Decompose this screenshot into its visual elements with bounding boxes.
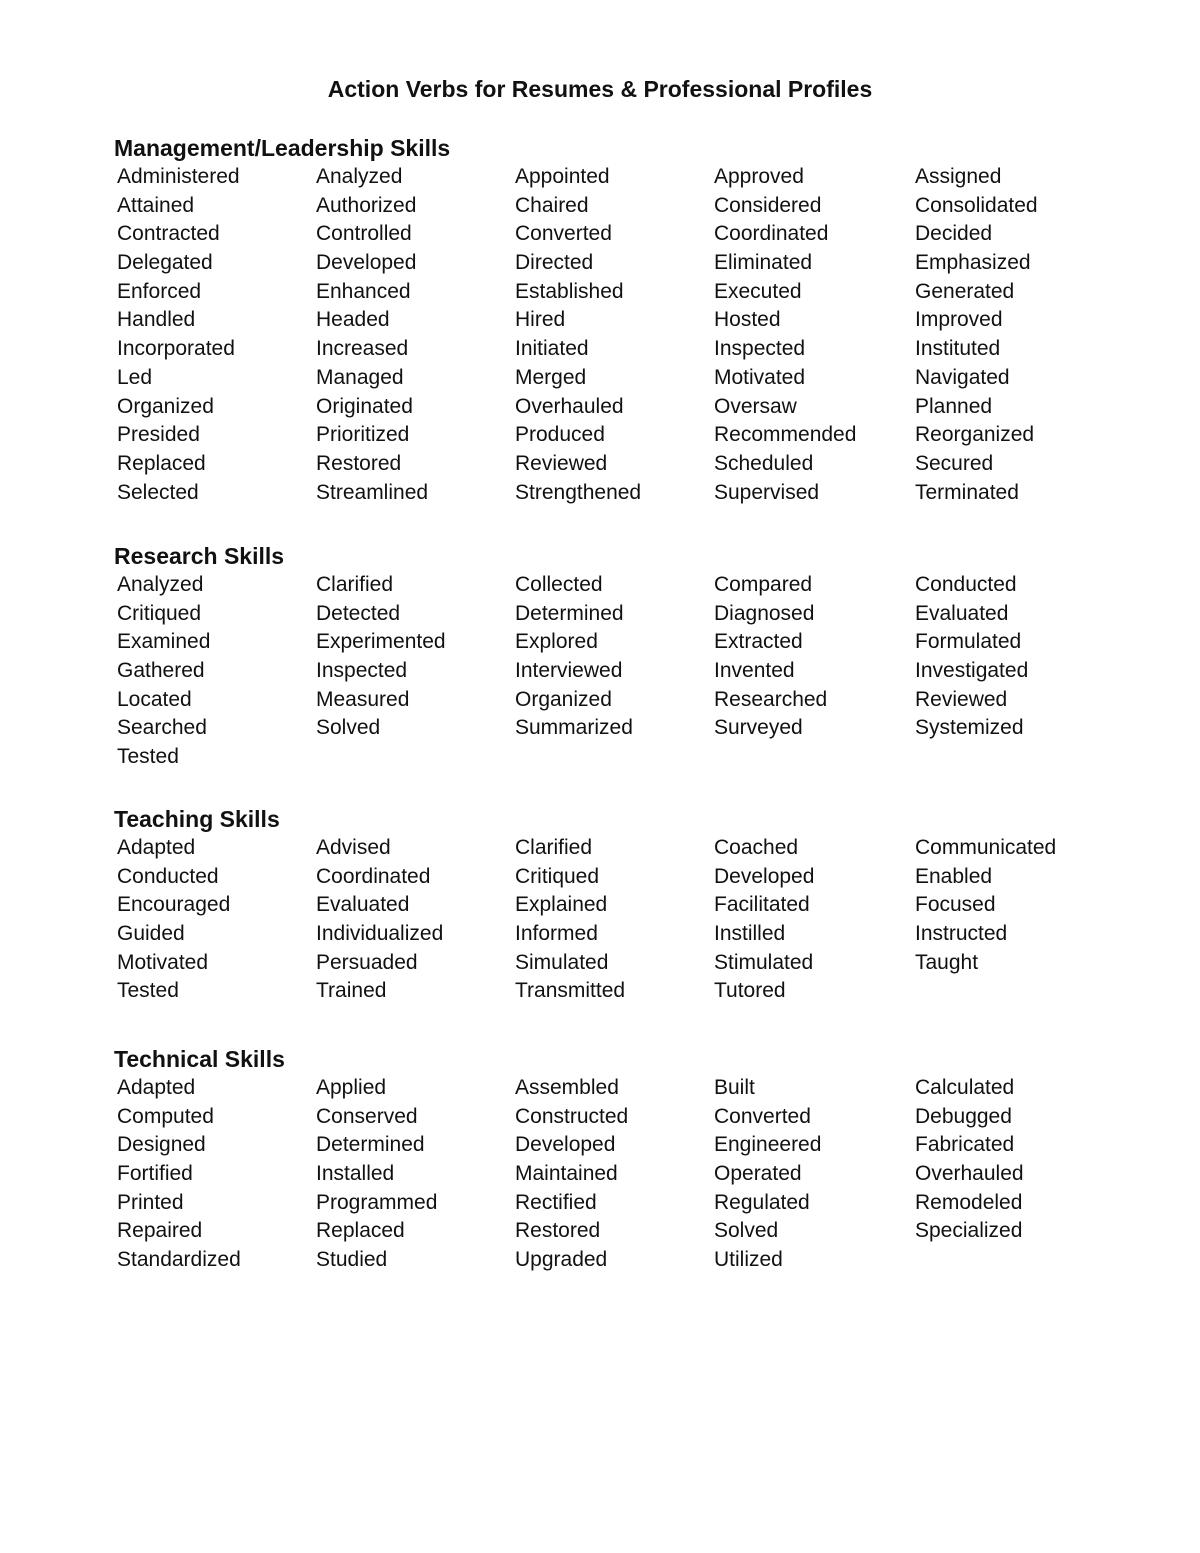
action-verb: Debugged bbox=[915, 1104, 1012, 1128]
action-verb: Initiated bbox=[515, 337, 589, 361]
action-verb: Regulated bbox=[714, 1190, 810, 1214]
action-verb: Printed bbox=[117, 1190, 184, 1214]
action-verb: Reviewed bbox=[515, 451, 608, 475]
document-title: Action Verbs for Resumes & Professional Profiles bbox=[327, 76, 873, 102]
section-heading: Teaching Skills bbox=[114, 806, 280, 832]
action-verb: Established bbox=[515, 279, 624, 303]
action-verb: Invented bbox=[714, 659, 795, 683]
action-verb: Consolidated bbox=[915, 193, 1038, 217]
verb-grid bbox=[117, 1074, 1114, 1275]
action-verb: Computed bbox=[117, 1104, 214, 1128]
action-verb: Informed bbox=[515, 922, 598, 946]
action-verb: Administered bbox=[117, 165, 240, 188]
action-verb: Headed bbox=[316, 308, 390, 332]
action-verb: Simulated bbox=[515, 950, 609, 974]
action-verb: Hired bbox=[515, 308, 566, 332]
action-verb: Assembled bbox=[515, 1076, 619, 1099]
action-verb: Prioritized bbox=[316, 423, 410, 447]
action-verb: Generated bbox=[915, 279, 1015, 303]
section-research bbox=[114, 541, 1114, 772]
action-verb: Handled bbox=[117, 308, 196, 332]
action-verb: Merged bbox=[515, 365, 587, 389]
action-verb: Evaluated bbox=[316, 893, 410, 917]
action-verb: Encouraged bbox=[117, 893, 231, 917]
action-verb: Recommended bbox=[714, 423, 857, 447]
action-verb: Investigated bbox=[915, 659, 1029, 683]
action-verb: Instituted bbox=[915, 337, 1001, 361]
action-verb: Led bbox=[117, 365, 153, 389]
section-heading: Technical Skills bbox=[114, 1046, 285, 1072]
action-verb: Decided bbox=[915, 222, 993, 246]
action-verb: Guided bbox=[117, 922, 185, 946]
action-verb: Directed bbox=[515, 251, 594, 275]
action-verb: Fortified bbox=[117, 1162, 193, 1186]
action-verb: Installed bbox=[316, 1162, 395, 1186]
action-verb: Reviewed bbox=[915, 687, 1008, 711]
action-verb: Authorized bbox=[316, 193, 417, 217]
action-verb: Extracted bbox=[714, 630, 803, 654]
action-verb: Produced bbox=[515, 423, 605, 447]
action-verb: Supervised bbox=[714, 480, 820, 504]
action-verb: Improved bbox=[915, 308, 1003, 332]
action-verb: Terminated bbox=[915, 480, 1019, 504]
action-verb: Determined bbox=[515, 601, 624, 625]
action-verb: Appointed bbox=[515, 165, 610, 188]
section-technical bbox=[114, 1044, 1114, 1275]
action-verb: Stimulated bbox=[714, 950, 814, 974]
action-verb: Operated bbox=[714, 1162, 802, 1186]
action-verb: Adapted bbox=[117, 1076, 196, 1099]
action-verb: Enforced bbox=[117, 279, 202, 303]
action-verb: Upgraded bbox=[515, 1248, 608, 1272]
action-verb: Critiqued bbox=[117, 601, 202, 625]
action-verb: Examined bbox=[117, 630, 211, 654]
action-verb: Experimented bbox=[316, 630, 446, 654]
action-verb: Considered bbox=[714, 193, 822, 217]
action-verb: Facilitated bbox=[714, 893, 810, 917]
action-verb: Critiqued bbox=[515, 864, 600, 888]
action-verb: Developed bbox=[714, 864, 815, 888]
action-verb: Built bbox=[714, 1076, 755, 1099]
action-verb: Scheduled bbox=[714, 451, 814, 475]
action-verb: Conserved bbox=[316, 1104, 418, 1128]
action-verb: Formulated bbox=[915, 630, 1022, 654]
action-verb: Diagnosed bbox=[714, 601, 815, 625]
action-verb: Chaired bbox=[515, 193, 589, 217]
action-verb: Taught bbox=[915, 950, 979, 974]
action-verb: Conducted bbox=[117, 864, 219, 888]
action-verb: Tested bbox=[117, 979, 179, 1003]
action-verb: Solved bbox=[714, 1219, 779, 1243]
action-verb: Controlled bbox=[316, 222, 412, 246]
action-verb: Executed bbox=[714, 279, 802, 303]
action-verb: Collected bbox=[515, 573, 603, 596]
action-verb: Searched bbox=[117, 716, 207, 740]
action-verb: Enabled bbox=[915, 864, 993, 888]
verb-grid bbox=[117, 571, 1114, 772]
action-verb: Selected bbox=[117, 480, 199, 504]
action-verb: Restored bbox=[316, 451, 402, 475]
action-verb: Strengthened bbox=[515, 480, 642, 504]
action-verb: Utilized bbox=[714, 1248, 783, 1272]
action-verb: Replaced bbox=[117, 451, 206, 475]
action-verb: Gathered bbox=[117, 659, 205, 683]
section-management-leadership bbox=[114, 133, 1114, 507]
action-verb: Individualized bbox=[316, 922, 444, 946]
action-verb: Focused bbox=[915, 893, 996, 917]
action-verb: Assigned bbox=[915, 165, 1002, 188]
action-verb: Researched bbox=[714, 687, 828, 711]
action-verb: Clarified bbox=[515, 836, 593, 859]
action-verb: Instructed bbox=[915, 922, 1008, 946]
action-verb: Standardized bbox=[117, 1248, 241, 1272]
action-verb: Planned bbox=[915, 394, 993, 418]
action-verb: Fabricated bbox=[915, 1133, 1015, 1157]
action-verb: Engineered bbox=[714, 1133, 822, 1157]
action-verb: Reorganized bbox=[915, 423, 1035, 447]
action-verb: Conducted bbox=[915, 573, 1017, 596]
action-verb: Analyzed bbox=[117, 573, 204, 596]
action-verb: Surveyed bbox=[714, 716, 803, 740]
action-verb: Restored bbox=[515, 1219, 601, 1243]
action-verb: Organized bbox=[515, 687, 612, 711]
action-verb: Repaired bbox=[117, 1219, 203, 1243]
action-verb: Hosted bbox=[714, 308, 781, 332]
action-verb: Transmitted bbox=[515, 979, 626, 1003]
action-verb: Rectified bbox=[515, 1190, 597, 1214]
action-verb: Explored bbox=[515, 630, 598, 654]
action-verb: Coached bbox=[714, 836, 799, 859]
action-verb: Overhauled bbox=[915, 1162, 1024, 1186]
action-verb: Inspected bbox=[316, 659, 408, 683]
action-verb: Advised bbox=[316, 836, 391, 859]
section-heading: Research Skills bbox=[114, 543, 285, 569]
action-verb: Applied bbox=[316, 1076, 387, 1099]
action-verb: Contracted bbox=[117, 222, 220, 246]
action-verb: Oversaw bbox=[714, 394, 797, 418]
action-verb: Motivated bbox=[714, 365, 806, 389]
action-verb: Analyzed bbox=[316, 165, 403, 188]
action-verb: Inspected bbox=[714, 337, 806, 361]
action-verb: Eliminated bbox=[714, 251, 813, 275]
action-verb: Streamlined bbox=[316, 480, 429, 504]
action-verb: Converted bbox=[714, 1104, 811, 1128]
action-verb: Remodeled bbox=[915, 1190, 1023, 1214]
action-verb: Delegated bbox=[117, 251, 213, 275]
action-verb: Solved bbox=[316, 716, 381, 740]
action-verb: Determined bbox=[316, 1133, 425, 1157]
action-verb: Detected bbox=[316, 601, 401, 625]
action-verb: Navigated bbox=[915, 365, 1010, 389]
action-verb: Originated bbox=[316, 394, 413, 418]
action-verb: Maintained bbox=[515, 1162, 618, 1186]
action-verb: Enhanced bbox=[316, 279, 411, 303]
action-verb: Overhauled bbox=[515, 394, 624, 418]
action-verb: Organized bbox=[117, 394, 214, 418]
action-verb: Clarified bbox=[316, 573, 394, 596]
action-verb: Attained bbox=[117, 193, 195, 217]
action-verb: Explained bbox=[515, 893, 608, 917]
action-verb: Specialized bbox=[915, 1219, 1023, 1243]
action-verb: Compared bbox=[714, 573, 813, 596]
action-verb: Summarized bbox=[515, 716, 633, 740]
action-verb: Emphasized bbox=[915, 251, 1031, 275]
action-verb: Systemized bbox=[915, 716, 1024, 740]
action-verb: Evaluated bbox=[915, 601, 1009, 625]
action-verb: Tutored bbox=[714, 979, 786, 1003]
action-verb: Secured bbox=[915, 451, 994, 475]
action-verb: Communicated bbox=[915, 836, 1057, 859]
action-verb: Designed bbox=[117, 1133, 206, 1157]
action-verb: Motivated bbox=[117, 950, 209, 974]
action-verb: Converted bbox=[515, 222, 612, 246]
action-verb: Coordinated bbox=[316, 864, 431, 888]
action-verb: Managed bbox=[316, 365, 404, 389]
action-verb: Measured bbox=[316, 687, 410, 711]
action-verb: Studied bbox=[316, 1248, 388, 1272]
action-verb: Approved bbox=[714, 165, 804, 188]
action-verb: Increased bbox=[316, 337, 409, 361]
section-heading: Management/Leadership Skills bbox=[114, 135, 451, 161]
verb-grid bbox=[117, 834, 1114, 1006]
action-verb: Adapted bbox=[117, 836, 196, 859]
action-verb: Trained bbox=[316, 979, 387, 1003]
action-verb: Replaced bbox=[316, 1219, 405, 1243]
action-verb: Coordinated bbox=[714, 222, 829, 246]
action-verb: Presided bbox=[117, 423, 200, 447]
action-verb: Instilled bbox=[714, 922, 786, 946]
action-verb: Tested bbox=[117, 745, 179, 769]
action-verb: Incorporated bbox=[117, 337, 235, 361]
action-verb: Constructed bbox=[515, 1104, 629, 1128]
action-verb: Located bbox=[117, 687, 192, 711]
action-verb: Persuaded bbox=[316, 950, 418, 974]
action-verb: Developed bbox=[316, 251, 417, 275]
verb-grid bbox=[117, 163, 1114, 507]
section-teaching bbox=[114, 804, 1114, 1006]
action-verb: Calculated bbox=[915, 1076, 1015, 1099]
action-verb: Developed bbox=[515, 1133, 616, 1157]
action-verb: Interviewed bbox=[515, 659, 623, 683]
action-verb: Programmed bbox=[316, 1190, 438, 1214]
